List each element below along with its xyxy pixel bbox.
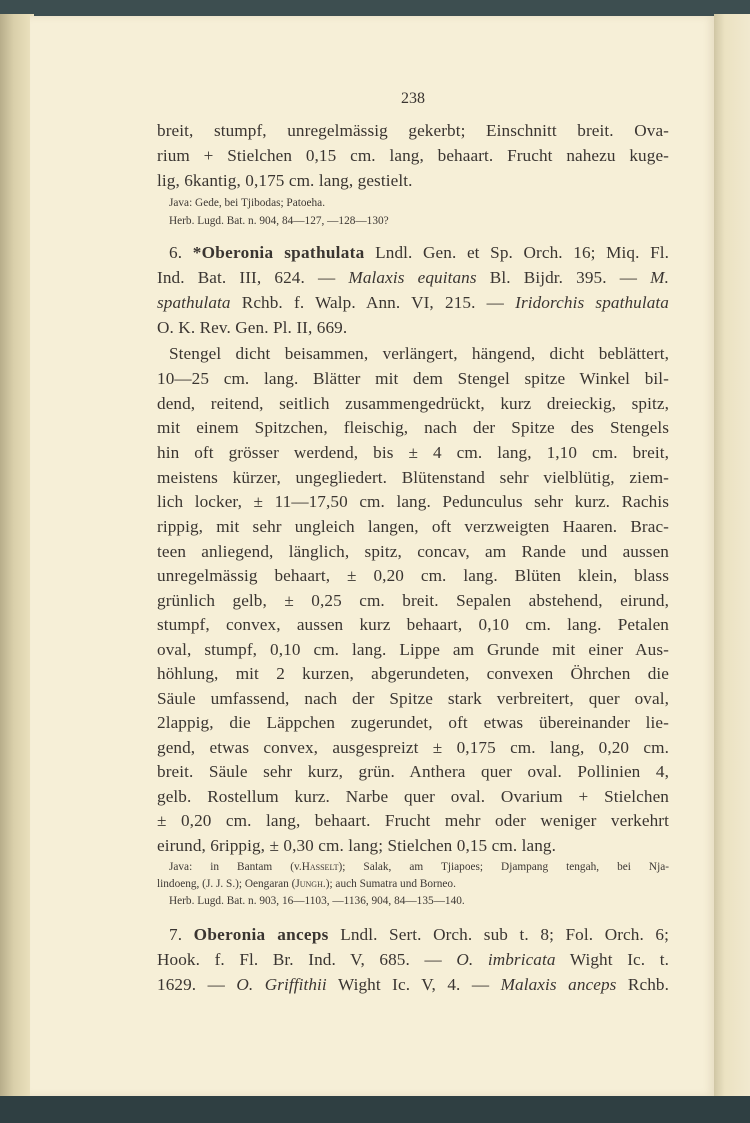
herbarium-line: Herb. Lugd. Bat. n. 903, 16—1103, —1136, 904, 84—135—140. <box>169 895 465 907</box>
species-name: *Oberonia spathulata <box>192 243 365 262</box>
description-line: unregelmässig behaart, ± 0,20 cm. lang. Blüten klein, blass <box>157 566 669 585</box>
description-line: ± 0,20 cm. lang, behaart. Frucht mehr oder weniger verkehrt <box>157 811 669 830</box>
page-number: 238 <box>401 90 425 107</box>
collector-name: Jungh. <box>295 878 326 890</box>
description-line: 2lappig, die Läppchen zugerundet, oft etwas übereinander lie- <box>157 713 669 732</box>
text-line: rium + Stielchen 0,15 cm. lang, behaart. Frucht nahezu kuge- <box>157 146 669 165</box>
locality-line: Java: Gede, bei Tjibodas; Patoeha. <box>169 197 326 209</box>
herbarium-line: Herb. Lugd. Bat. n. 904, 84—127, —128—130? <box>169 215 389 227</box>
synonym-line: 1629. — O. Griffithii Wight Ic. V, 4. — Malaxis anceps Rchb. <box>157 975 669 994</box>
scan-bottom-border <box>0 1096 750 1123</box>
description-line: lich locker, ± 11—17,50 cm. lang. Pedunculus sehr kurz. Rachis <box>157 492 669 511</box>
locality-line: Java: in Bantam (v.Hasselt); Salak, am Tjiapoes; Djampang tengah, bei Nja- <box>169 861 669 873</box>
synonym: O. Griffithii <box>236 975 327 994</box>
synonym: Malaxis equitans <box>348 268 477 287</box>
locality-line: lindoeng, (J. J. S.); Oengaran (Jungh.); auch Sumatra und Borneo. <box>157 878 456 890</box>
description-line: hin oft grösser werdend, bis ± 4 cm. lang, 1,10 cm. breit, <box>157 443 669 462</box>
next-page-edge <box>714 14 750 1096</box>
description-line: oval, stumpf, 0,10 cm. lang. Lippe am Grunde mit einer Aus- <box>157 640 669 659</box>
species-name: Oberonia anceps <box>193 925 329 944</box>
synonym-line: spathulata Rchb. f. Walp. Ann. VI, 215. — Iridorchis spathulata <box>157 293 669 312</box>
species-citation: Lndl. Sert. Orch. sub t. 8; Fol. Orch. 6; <box>340 925 669 944</box>
description-line: breit. Säule sehr kurz, grün. Anthera quer oval. Pollinien 4, <box>157 762 669 781</box>
species-heading <box>157 243 669 263</box>
synonym-line: O. K. Rev. Gen. Pl. II, 669. <box>157 318 348 337</box>
description-line: teen anliegend, länglich, spitz, concav, am Rande und aussen <box>157 542 669 561</box>
description-line: gend, etwas convex, ausgespreizt ± 0,175 cm. lang, 0,20 cm. <box>157 738 669 757</box>
description-line: stumpf, convex, aussen kurz behaart, 0,10 cm. lang. Petalen <box>157 615 669 634</box>
synonym: M. <box>650 268 669 287</box>
text-line: breit, stumpf, unregelmässig gekerbt; Einschnitt breit. Ova- <box>157 121 669 140</box>
synonym: spathulata <box>157 293 231 312</box>
text-line: lig, 6kantig, 0,175 cm. lang, gestielt. <box>157 171 413 190</box>
description-line: rippig, mit sehr ungleich langen, oft verzweigten Haaren. Brac- <box>157 517 669 536</box>
description-line: mit einem Spitzchen, fleischig, nach der Spitze des Stengels <box>157 418 669 437</box>
description-line: Säule umfassend, nach der Spitze stark verbreitert, quer oval, <box>157 689 669 708</box>
synonym: Malaxis anceps <box>500 975 617 994</box>
description-line: meistens kürzer, ungegliedert. Blütenstand sehr vielblütig, ziem- <box>157 468 669 487</box>
description-line: dend, reitend, seitlich zusammengedrückt, kurz dreieckig, spitz, <box>157 394 669 413</box>
description-line: höhlung, mit 2 kurzen, abgerundeten, convexen Öhrchen die <box>157 664 669 683</box>
description-line: Stengel dicht beisammen, verlängert, hängend, dicht beblättert, <box>169 344 669 363</box>
book-spine-edge <box>0 14 34 1099</box>
collector-name: Hasselt <box>301 861 339 873</box>
description-line: gelb. Rostellum kurz. Narbe quer oval. Ovarium + Stielchen <box>157 787 669 806</box>
description-line: 10—25 cm. lang. Blätter mit dem Stengel spitze Winkel bil- <box>157 369 669 388</box>
description-line: grünlich gelb, ± 0,25 cm. breit. Sepalen abstehend, eirund, <box>157 591 669 610</box>
species-number: 6. <box>169 243 183 262</box>
synonym: Iridorchis spathulata <box>515 293 669 312</box>
species-citation: Lndl. Gen. et Sp. Orch. 16; Miq. Fl. <box>375 243 670 262</box>
synonym-line: Ind. Bat. III, 624. — Malaxis equitans Bl. Bijdr. 395. — M. <box>157 268 669 287</box>
synonym: O. imbricata <box>456 950 556 969</box>
species-number: 7. <box>169 925 183 944</box>
species-heading <box>157 925 669 945</box>
synonym-line: Hook. f. Fl. Br. Ind. V, 685. — O. imbricata Wight Ic. t. <box>157 950 669 969</box>
description-line: eirund, 6rippig, ± 0,30 cm. lang; Stielchen 0,15 cm. lang. <box>157 836 557 855</box>
